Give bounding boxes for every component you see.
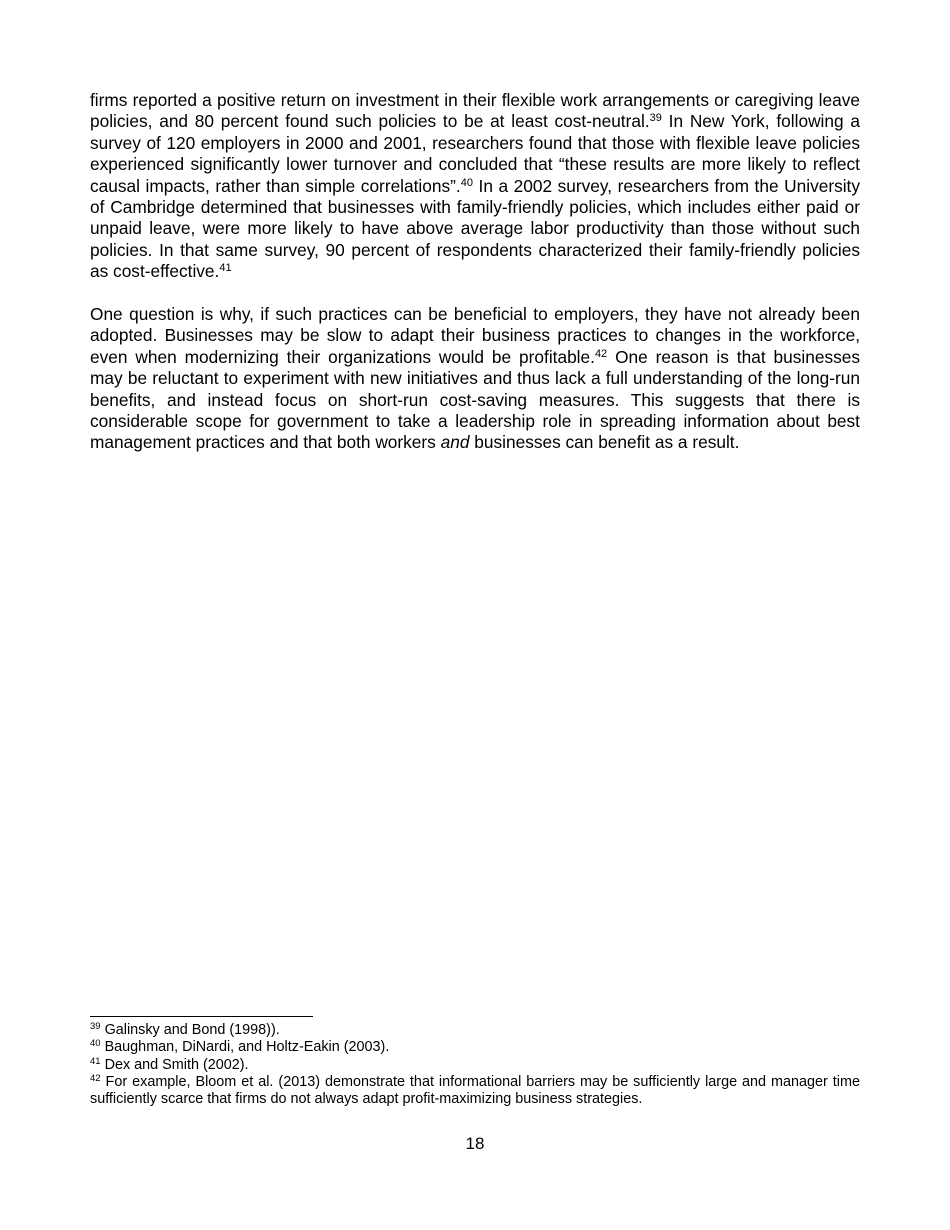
emphasized-text: and <box>440 432 470 453</box>
footnote-number: 40 <box>90 1038 101 1050</box>
footnote-ref: 39 <box>649 112 662 125</box>
body-paragraph <box>90 90 860 283</box>
footnote-text: For example, Bloom et al. (2013) demonstrate that informational barriers may be sufficiently large and manager time sufficiently scarce that firms do not always adapt profit-maximizing business strategies. <box>90 1073 860 1108</box>
footnote-text: Dex and Smith (2002). <box>100 1056 249 1073</box>
paragraph-text: One question is why, if such practices can be beneficial to employers, they have not already been adopted. Businesses may be slow to adapt their business practices to changes in the workforce, even when modernizing their organizations would be profitable. <box>90 304 860 367</box>
footnote-ref: 40 <box>460 176 473 189</box>
paragraph-text: businesses can benefit as a result. <box>469 432 740 453</box>
paragraph-text: In a 2002 survey, researchers from the University of Cambridge determined that businesses with family-friendly policies, which includes either paid or unpaid leave, were more likely to have above average labor productivity than those without such policies. In that same survey, 90 percent of respondents characterized their family-friendly policies as cost-effective. <box>90 175 861 282</box>
footnote-text: Galinsky and Bond (1998)). <box>100 1022 280 1038</box>
footnotes <box>90 1022 860 1108</box>
footnote-ref: 42 <box>594 347 608 360</box>
footnote-number: 42 <box>90 1072 101 1084</box>
footnote-ref: 41 <box>219 262 232 275</box>
footnote <box>90 1074 860 1109</box>
body-paragraph <box>90 304 860 454</box>
paragraph-text: firms reported a positive return on investment in their flexible work arrangements or caregiving leave policies, and 80 percent found such policies to be at least cost-neutral. <box>90 90 860 132</box>
footnote-text: Baughman, DiNardi, and Holtz-Eakin (2003). <box>100 1039 390 1056</box>
footnote-separator <box>90 1016 313 1017</box>
page-number: 18 <box>465 1134 485 1153</box>
paragraph-text: In New York, following a survey of 120 employers in 2000 and 2001, researchers found that those with flexible leave policies experienced significantly lower turnover and concluded that “these results are more likely to reflect causal impacts, rather than simple correlations”. <box>90 111 860 196</box>
footnote <box>90 1022 860 1039</box>
footnote <box>90 1057 860 1074</box>
footnote-number: 39 <box>90 1021 101 1032</box>
paragraph-text: One reason is that businesses may be reluctant to experiment with new initiatives and thus lack a full understanding of the long-run benefits, and instead focus on short-run cost-saving measures. This suggests that there is considerable scope for government to take a leadership role in spreading information about best management practices and that both workers <box>90 346 860 453</box>
footnote-number: 41 <box>90 1055 101 1067</box>
footnote <box>90 1039 860 1056</box>
